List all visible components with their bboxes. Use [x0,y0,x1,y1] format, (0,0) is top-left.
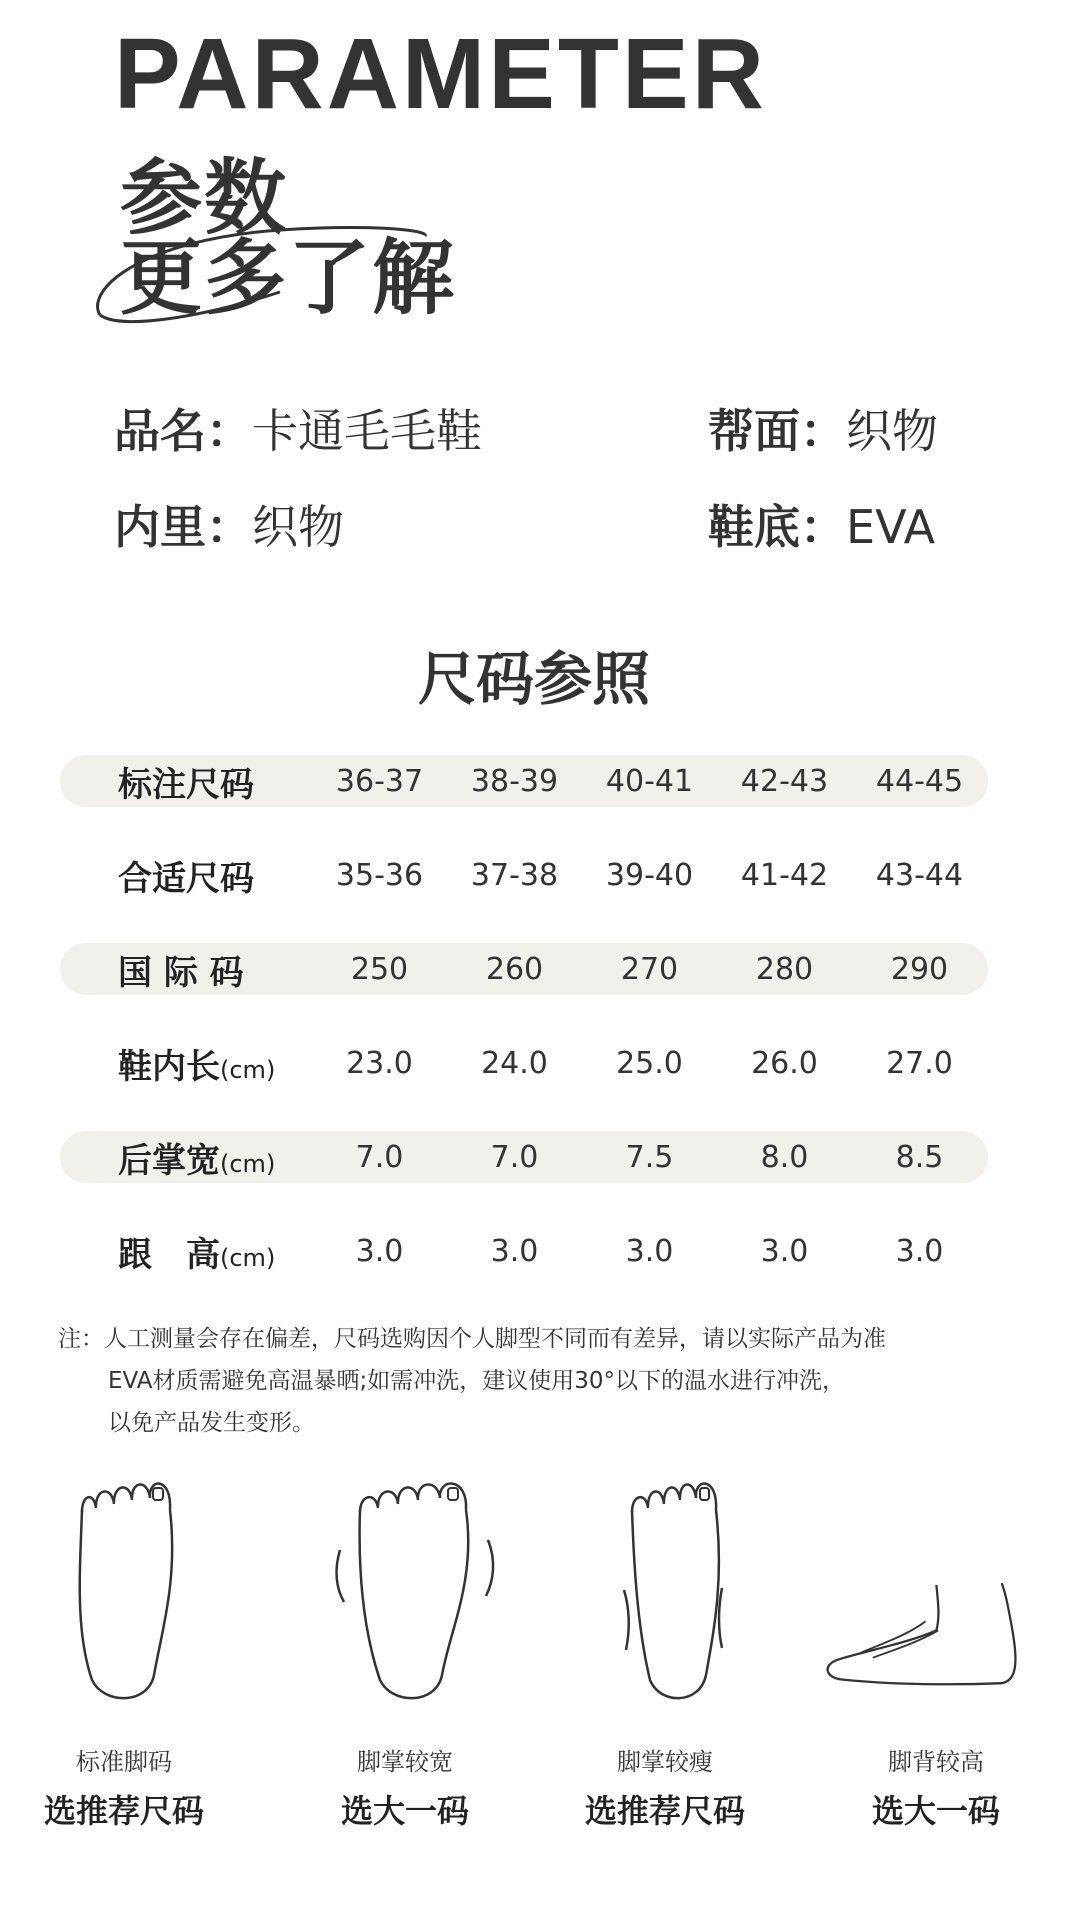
size-chart-table [60,755,988,1319]
size-row [60,849,988,901]
product-name-label: 品名： [114,404,252,458]
size-row [60,755,988,807]
size-cell: 25.0 [616,1045,683,1081]
size-cell: 260 [485,951,544,987]
size-row-label-text: 跟 高 [118,1234,220,1275]
size-row-unit: (cm) [220,1055,276,1084]
high-instep-foot-icon [820,1520,1020,1750]
foot-advice-narrow: 选推荐尺码 [584,1792,745,1830]
size-cell: 280 [755,951,814,987]
foot-advice-standard: 选推荐尺码 [43,1792,204,1830]
lining-material-value: 织物 [252,500,344,554]
size-chart-title: 尺码参照 [417,645,650,713]
size-row-unit: (cm) [220,1149,276,1178]
size-cell: 41-42 [740,857,829,893]
size-row-label [60,851,300,900]
size-row [60,943,988,995]
size-cell: 3.0 [355,1233,404,1269]
product-name-row [114,404,482,458]
size-cell: 250 [350,951,409,987]
care-note-line2: EVA材质需避免高温暴晒;如需冲洗，建议使用30°以下的温水进行冲洗， [108,1368,846,1394]
size-cell: 44-45 [875,763,964,799]
size-cell: 23.0 [346,1045,413,1081]
foot-advice-high-instep: 选大一码 [871,1792,1000,1830]
foot-type-narrow: 脚掌较瘦 [617,1748,713,1776]
foot-advice-wide: 选大一码 [340,1792,469,1830]
size-row [60,1131,988,1183]
page-title-cn-line1: 参数 [120,151,289,246]
foot-type-standard: 标准脚码 [76,1748,172,1776]
care-note [58,1318,886,1444]
size-cell: 27.0 [886,1045,953,1081]
foot-type-wide: 脚掌较宽 [357,1748,453,1776]
standard-foot-icon [30,1480,230,1710]
size-cell: 8.5 [895,1139,944,1175]
page-title-en: PARAMETER [114,18,767,130]
size-cell: 3.0 [895,1233,944,1269]
upper-material-row [708,404,938,458]
care-note-line3: 以免产品发生变形。 [108,1410,315,1436]
size-row-label-text: 后掌宽 [118,1140,220,1181]
upper-material-label: 帮面： [708,404,846,458]
size-row-label [60,945,300,994]
size-row-label-text: 合适尺码 [118,858,254,899]
size-cell: 37-38 [470,857,559,893]
size-row-label [60,757,300,806]
size-cell: 8.0 [760,1139,809,1175]
size-cell: 3.0 [760,1233,809,1269]
size-row [60,1037,988,1089]
foot-type-high-instep: 脚背较高 [888,1748,984,1776]
lining-material-row [114,500,344,554]
size-row-label-text: 标注尺码 [118,764,254,805]
product-name-value: 卡通毛毛鞋 [252,404,482,458]
size-cell: 42-43 [740,763,829,799]
size-row [60,1225,988,1277]
size-cell: 40-41 [605,763,694,799]
size-row-label [60,1227,300,1276]
size-cell: 38-39 [470,763,559,799]
size-cell: 270 [620,951,679,987]
size-row-unit: (cm) [220,1243,276,1272]
narrow-foot-icon [590,1480,790,1710]
sole-material-label: 鞋底： [708,500,846,554]
size-row-label-text: 国 际 码 [118,952,244,993]
page-title-cn-line2: 更多了解 [120,231,457,326]
size-cell: 7.0 [355,1139,404,1175]
size-row-label-text: 鞋内长 [118,1046,220,1087]
size-cell: 3.0 [490,1233,539,1269]
swoosh-decoration-icon [80,200,440,340]
sole-material-value: EVA [846,500,936,554]
wide-foot-icon [318,1480,518,1710]
size-cell: 26.0 [751,1045,818,1081]
size-row-label [60,1039,300,1088]
size-row-label [60,1133,300,1182]
sole-material-row [708,500,936,554]
size-cell: 7.0 [490,1139,539,1175]
size-cell: 24.0 [481,1045,548,1081]
upper-material-value: 织物 [846,404,938,458]
size-cell: 7.5 [625,1139,674,1175]
size-cell: 43-44 [875,857,964,893]
care-note-line1: 注：人工测量会存在偏差，尺码选购因个人脚型不同而有差异，请以实际产品为准 [58,1326,886,1352]
size-cell: 36-37 [335,763,424,799]
size-cell: 290 [890,951,949,987]
size-cell: 39-40 [605,857,694,893]
size-cell: 3.0 [625,1233,674,1269]
size-cell: 35-36 [335,857,424,893]
lining-material-label: 内里： [114,500,252,554]
